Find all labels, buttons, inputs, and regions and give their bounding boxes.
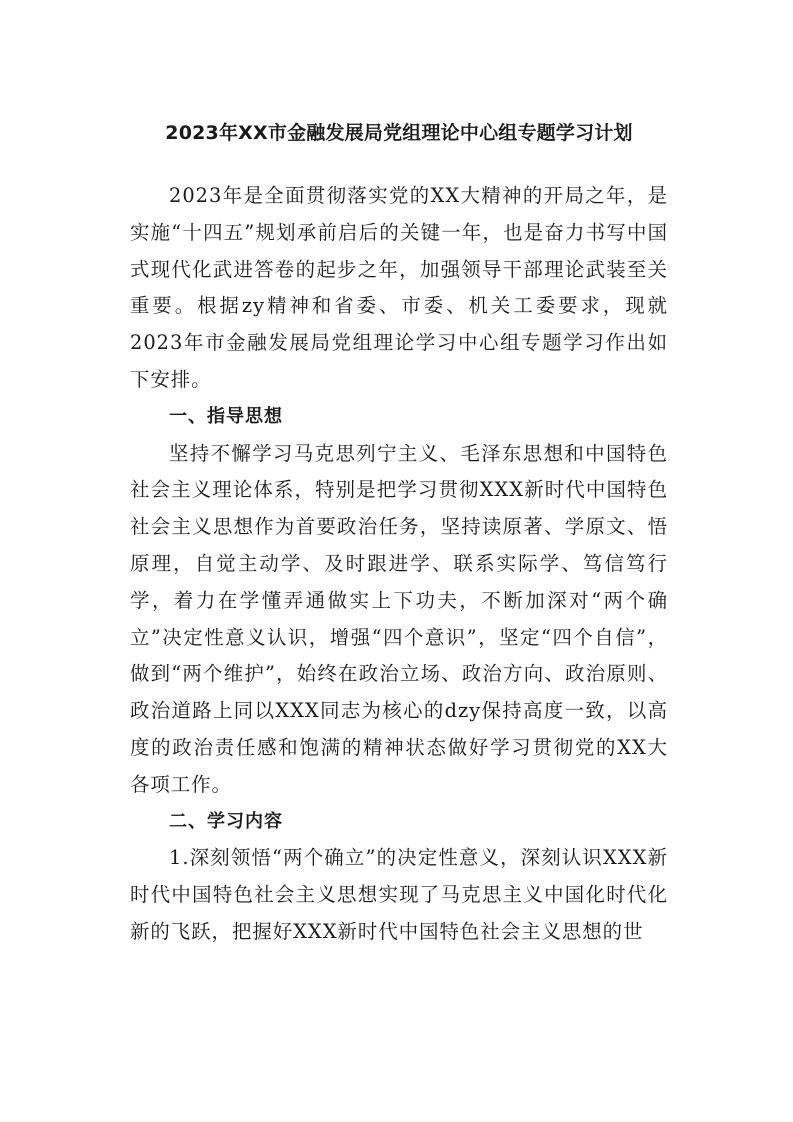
document-title: 2023年XX市金融发展局党组理论中心组专题学习计划 <box>165 122 633 144</box>
study-content-item-1: 1.深刻领悟“两个确立”的决定性意义，深刻认识XXX新时代中国特色社会主义思想实现了马克思主义中国化时代化新的飞跃，把握好XXX新时代中国特色社会主义思想的世 <box>130 846 668 943</box>
guiding-ideology-paragraph: 坚持不懈学习马克思列宁主义、毛泽东思想和中国特色社会主义理论体系，特别是把学习贯彻XXX新时代中国特色社会主义思想作为首要政治任务，坚持读原著、学原文、悟原理，自觉主动学、及时跟进学、联系实际学、笃信笃行学，着力在学懂弄通做实上下功夫，不断加深对“两个确立”决定性意义认识，增强“四个意识”，坚定“四个自信”，做到“两个维护”，始终在政治立场、政治方向、政治原则、政治道路上同以XXX同志为核心的dzy保持高度一致，以高度的政治责任感和饱满的精神状态做好学习贯彻党的XX大各项工作。 <box>130 441 668 796</box>
intro-paragraph: 2023年是全面贯彻落实党的XX大精神的开局之年，是实施“十四五”规划承前启后的关键一年，也是奋力书写中国式现代化武进答卷的起步之年，加强领导干部理论武装至关重要。根据zy精神和省委、市委、机关工委要求，现就2023年市金融发展局党组理论学习中心组专题学习作出如下安排。 <box>130 184 668 391</box>
section-heading-study-content: 二、学习内容 <box>169 810 283 832</box>
section-heading-guiding-ideology: 一、指导思想 <box>169 405 283 427</box>
document-body <box>130 116 668 951</box>
